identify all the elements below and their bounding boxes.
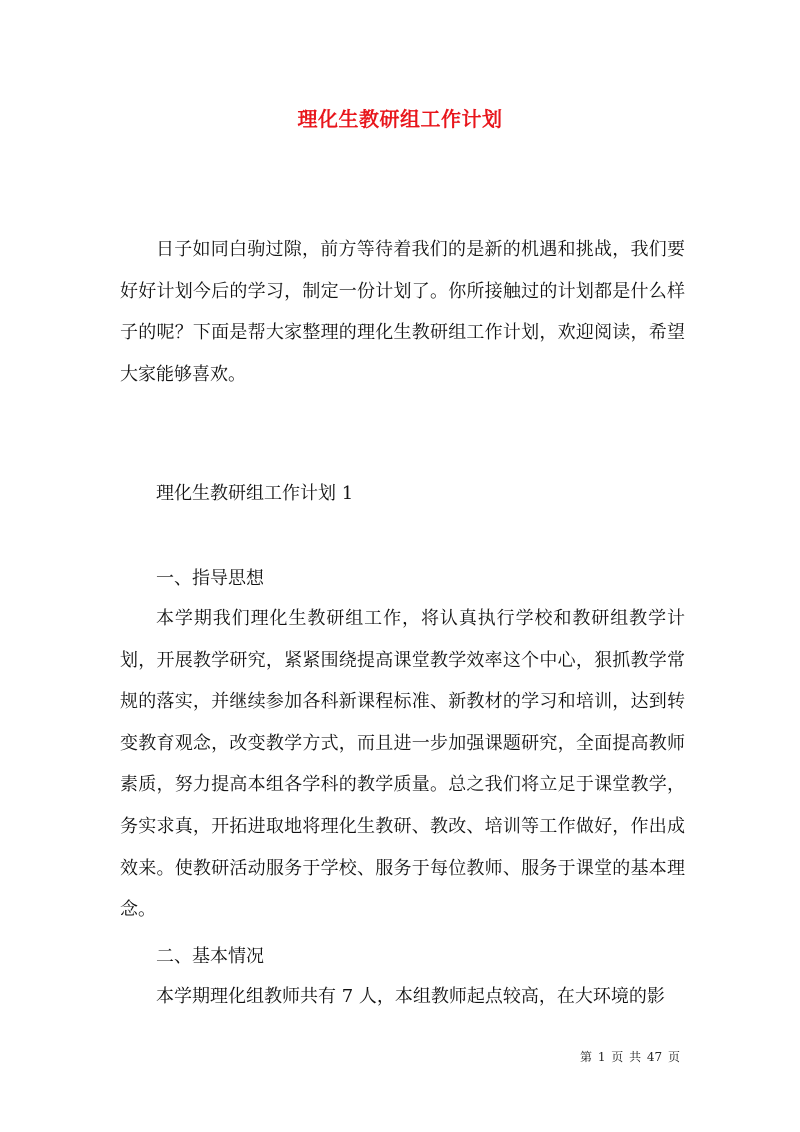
page-number-footer: 第 1 页 共 47 页	[580, 1050, 680, 1064]
paragraph-basic-situation: 本学期理化组教师共有 7 人，本组教师起点较高，在大环境的影	[156, 986, 665, 1007]
paragraph-guiding-ideology: 本学期我们理化生教研组工作，将认真执行学校和教研组教学计划，开展教学研究，紧紧围绕提高课堂教学效率这个中心，狠抓教学常规的落实，并继续参加各科新课程标准、新教材的学习和培训，达到转变教育观念，改变教学方式，而且进一步加强课题研究，全面提高教师素质，努力提高本组各学科的教学质量。总之我们将立足于课堂教学，务实求真，开拓进取地将理化生教研、教改、培训等工作做好，作出成效来。使教研活动服务于学校、服务于每位教师、服务于课堂的基本理念。	[120, 608, 685, 921]
heading-basic-situation: 二、基本情况	[156, 946, 264, 967]
heading-guiding-ideology: 一、指导思想	[156, 568, 264, 589]
section-title: 理化生教研组工作计划 1	[156, 483, 354, 504]
intro-paragraph: 日子如同白驹过隙，前方等待着我们的是新的机遇和挑战，我们要好好计划今后的学习，制定一份计划了。你所接触过的计划都是什么样子的呢？下面是帮大家整理的理化生教研组工作计划，欢迎阅读，希望大家能够喜欢。	[120, 239, 685, 385]
document-title: 理化生教研组工作计划	[297, 107, 503, 131]
